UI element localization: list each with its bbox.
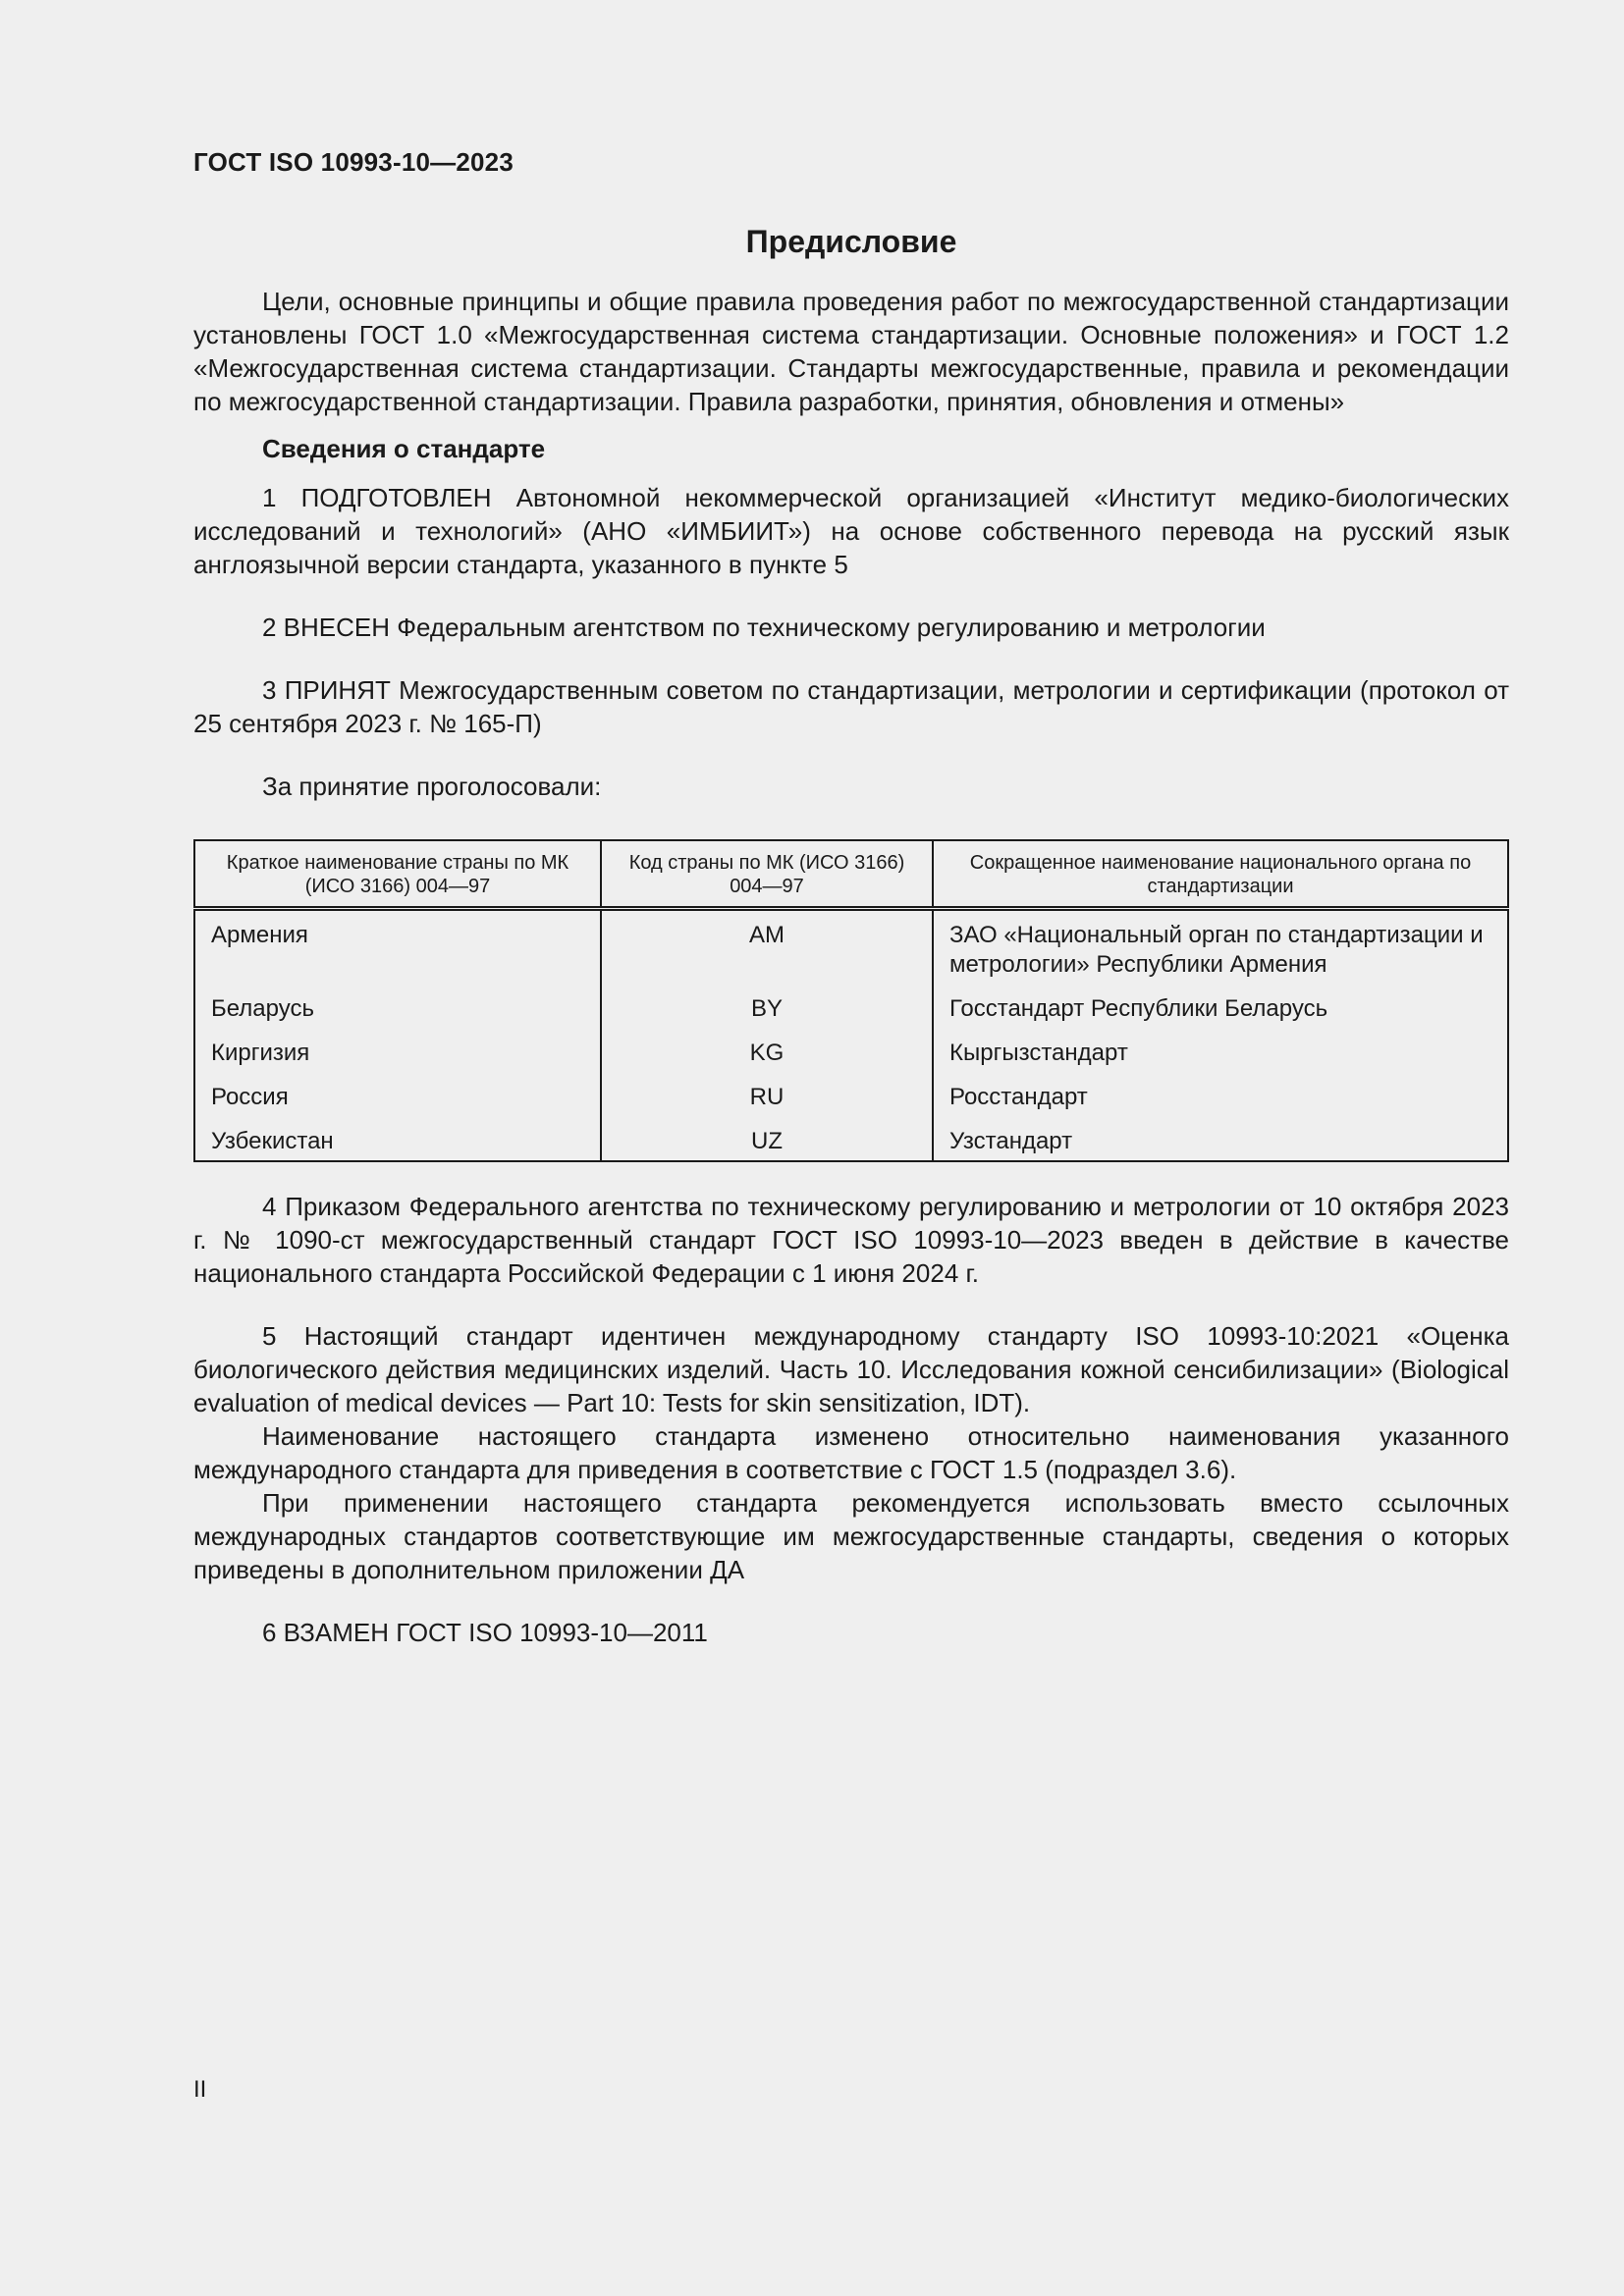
- header-country-name: Краткое наименование страны по МК (ИСО 3166) 004—97: [194, 840, 601, 909]
- header-national-body: Сокращенное наименование национального органа по стандартизации: [933, 840, 1508, 909]
- country-code-cell: BY: [601, 988, 933, 1033]
- table-row: [194, 1033, 1508, 1077]
- country-name-cell: Армения: [194, 909, 601, 989]
- voted-label: За принятие проголосовали:: [262, 772, 602, 801]
- item-6-paragraph: 6 ВЗАМЕН ГОСТ ISO 10993-10—2011: [262, 1618, 708, 1647]
- table-row: [194, 1077, 1508, 1121]
- national-body-cell: Росстандарт: [933, 1077, 1508, 1121]
- country-name-cell: Киргизия: [194, 1033, 601, 1077]
- document-body: [193, 285, 1509, 1649]
- page-number: II: [193, 2076, 207, 2103]
- country-name-cell: Россия: [194, 1077, 601, 1121]
- item-4-paragraph: 4 Приказом Федерального агентства по техническому регулированию и метрологии от 10 октября 2023 г. № 1090-ст межгосударственный стандарт ГОСТ ISO 10993-10—2023 введен в действие в качестве национального стандарта Российской Федерации с 1 июня 2024 г.: [193, 1192, 1509, 1288]
- item-3-paragraph: 3 ПРИНЯТ Межгосударственным советом по стандартизации, метрологии и сертификации (протокол от 25 сентября 2023 г. № 165-П): [193, 675, 1509, 738]
- intro-paragraph: Цели, основные принципы и общие правила проведения работ по межгосударственной стандартизации установлены ГОСТ 1.0 «Межгосударственная система стандартизации. Основные положения» и ГОСТ 1.2 «Межгосударственная система стандартизации. Стандарты межгосударственные, правила и рекомендации по межгосударственной стандартизации. Правила разработки, принятия, обновления и отмены»: [193, 287, 1509, 416]
- national-body-cell: ЗАО «Национальный орган по стандартизации и метрологии» Республики Армения: [933, 909, 1508, 989]
- country-name-cell: Беларусь: [194, 988, 601, 1033]
- table-row: [194, 988, 1508, 1033]
- national-body-cell: Кыргызстандарт: [933, 1033, 1508, 1077]
- country-name-cell: Узбекистан: [194, 1121, 601, 1161]
- table-row: [194, 909, 1508, 989]
- header-country-code: Код страны по МК (ИСО 3166) 004—97: [601, 840, 933, 909]
- document-code-header: ГОСТ ISO 10993-10—2023: [193, 147, 514, 177]
- section-heading: Сведения о стандарте: [262, 434, 546, 463]
- page-title: Предисловие: [745, 224, 957, 259]
- item-5-references-paragraph: При применении настоящего стандарта рекомендуется использовать вместо ссылочных международных стандартов соответствующие им межгосударственные стандарты, сведения о которых приведены в дополнительном приложении ДА: [193, 1488, 1509, 1584]
- national-body-cell: Госстандарт Республики Беларусь: [933, 988, 1508, 1033]
- country-code-cell: KG: [601, 1033, 933, 1077]
- table-header-row: [194, 840, 1508, 909]
- voting-table: [193, 839, 1509, 1162]
- item-5-name-change-paragraph: Наименование настоящего стандарта изменено относительно наименования указанного международного стандарта для приведения в соответствие с ГОСТ 1.5 (подраздел 3.6).: [193, 1421, 1509, 1484]
- item-5-paragraph: 5 Настоящий стандарт идентичен международному стандарту ISO 10993-10:2021 «Оценка биологического действия медицинских изделий. Часть 10. Исследования кожной сенсибилизации» (Biological evaluation of medical devices — Part 10: Tests for skin sensitization, IDT).: [193, 1321, 1509, 1417]
- national-body-cell: Узстандарт: [933, 1121, 1508, 1161]
- country-code-cell: UZ: [601, 1121, 933, 1161]
- item-1-paragraph: 1 ПОДГОТОВЛЕН Автономной некоммерческой организацией «Институт медико-биологических исследований и технологий» (АНО «ИМБИИТ») на основе собственного перевода на русский язык англоязычной версии стандарта, указанного в пункте 5: [193, 483, 1509, 579]
- table-row: [194, 1121, 1508, 1161]
- item-2-paragraph: 2 ВНЕСЕН Федеральным агентством по техническому регулированию и метрологии: [262, 613, 1266, 642]
- country-code-cell: AM: [601, 909, 933, 989]
- country-code-cell: RU: [601, 1077, 933, 1121]
